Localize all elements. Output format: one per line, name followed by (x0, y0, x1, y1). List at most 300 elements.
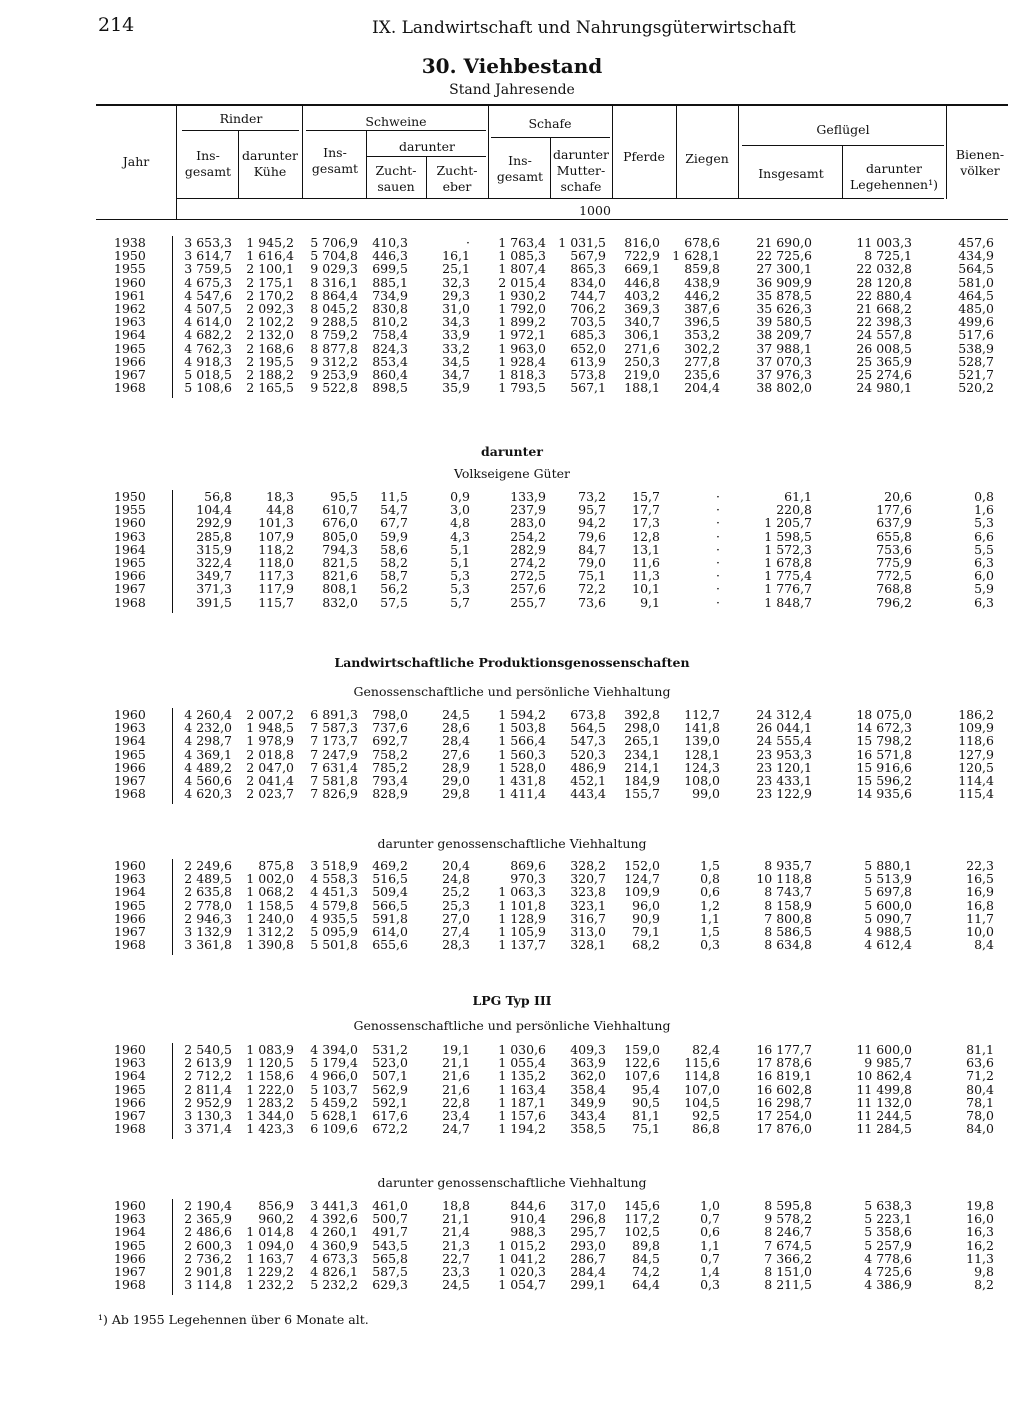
table-cell: 970,3 (510, 871, 546, 887)
table-cell: 0,8 (974, 489, 994, 504)
table-cell: 2 195,5 (246, 353, 294, 369)
table-cell: 2 901,8 (184, 1264, 232, 1279)
table-cell: 8 316,1 (310, 274, 358, 290)
section-title: LPG Typ III (472, 993, 552, 1008)
table-cell: 446,3 (372, 248, 408, 264)
table-cell: 38 802,0 (756, 380, 812, 396)
table-cell: 75,1 (632, 1121, 660, 1137)
table-cell: 33,2 (442, 340, 470, 356)
table-cell: 35 878,5 (756, 287, 812, 303)
table-cell: 2 486,6 (184, 1224, 232, 1240)
table-cell: 14 672,3 (856, 720, 912, 736)
table-cell: 5 108,6 (184, 380, 232, 396)
table-cell: 564,5 (570, 720, 606, 736)
table-cell: 299,1 (570, 1277, 606, 1293)
table-cell: 11 244,5 (856, 1108, 912, 1123)
table-cell: 2 165,5 (246, 380, 294, 396)
table-cell: 24 312,4 (756, 707, 812, 722)
table-cell: 16,0 (966, 1211, 994, 1227)
row-year: 1967 (114, 773, 146, 788)
table-cell: 89,8 (632, 1237, 660, 1253)
table-cell: 24,8 (442, 871, 470, 887)
table-cell: 699,5 (372, 261, 408, 277)
row-year: 1961 (114, 287, 146, 303)
table-cell: · (716, 541, 720, 557)
header-schweine-darunter: darunter (399, 139, 455, 154)
table-cell: 4 673,3 (310, 1250, 358, 1266)
row-year: 1963 (114, 314, 146, 330)
table-cell: 4 935,5 (310, 910, 358, 926)
table-cell: 617,6 (372, 1108, 408, 1123)
table-cell: 302,2 (684, 340, 720, 356)
table-cell: 0,9 (450, 489, 470, 504)
table-cell: 219,0 (624, 367, 660, 382)
row-year: 1965 (114, 555, 146, 570)
table-cell: 145,6 (624, 1198, 660, 1213)
table-cell: 4 451,3 (310, 884, 358, 900)
table-cell: 5 880,1 (864, 858, 912, 873)
table-cell: 5,3 (974, 515, 994, 531)
table-cell: 1 678,8 (764, 555, 812, 570)
table-cell: 4 725,6 (864, 1264, 912, 1279)
table-cell: 5 103,7 (310, 1081, 358, 1097)
row-year: 1955 (114, 502, 146, 518)
table-cell: 1 232,2 (246, 1277, 294, 1293)
table-cell: 9,1 (640, 594, 660, 610)
table-cell: 8 045,2 (310, 301, 358, 316)
table-cell: 5 501,8 (310, 937, 358, 953)
table-cell: 613,9 (570, 353, 606, 369)
table-cell: 28,9 (442, 759, 470, 775)
table-cell: 36 909,9 (756, 274, 812, 290)
table-cell: 139,0 (684, 733, 720, 749)
table-cell: 7 631,4 (310, 759, 358, 775)
table-cell: 0,3 (700, 937, 720, 953)
table-cell: 464,5 (958, 287, 994, 303)
table-cell: 250,3 (624, 353, 660, 369)
table-cell: 1 628,1 (672, 248, 720, 264)
table-cell: 112,7 (684, 707, 720, 722)
table-cell: 1,1 (700, 910, 720, 926)
table-cell: 115,6 (684, 1055, 720, 1071)
table-cell: 358,4 (570, 1081, 606, 1097)
table-cell: 910,4 (510, 1211, 546, 1227)
table-cell: 1 229,2 (246, 1264, 294, 1279)
table-cell: 26 044,1 (756, 720, 812, 736)
table-cell: 856,9 (258, 1198, 294, 1213)
table-cell: 1 945,2 (246, 235, 294, 250)
table-cell: 152,0 (624, 858, 660, 873)
row-year: 1968 (114, 1277, 146, 1293)
table-cell: 11 003,3 (856, 235, 912, 250)
table-cell: 4 394,0 (310, 1042, 358, 1057)
table-cell: 1 431,8 (498, 773, 546, 788)
table-cell: 122,6 (624, 1055, 660, 1071)
header-gefluegel-insgesamt: Insgesamt (758, 166, 824, 181)
table-cell: 2 015,4 (498, 274, 546, 290)
table-cell: 28,6 (442, 720, 470, 736)
table-cell: 56,2 (380, 581, 408, 597)
table-cell: 409,3 (570, 1042, 606, 1057)
table-cell: 3 371,4 (184, 1121, 232, 1137)
table-cell: 734,9 (372, 287, 408, 303)
table-cell: 844,6 (510, 1198, 546, 1213)
table-subtitle: Stand Jahresende (449, 82, 575, 98)
table-cell: 109,9 (624, 884, 660, 900)
header-bienen: Bienen- völker (955, 147, 1005, 178)
table-cell: 10,1 (632, 581, 660, 597)
table-cell: 391,5 (196, 594, 232, 610)
row-year: 1968 (114, 594, 146, 610)
table-cell: 286,7 (570, 1250, 606, 1266)
table-cell: 1 528,0 (498, 759, 546, 775)
table-cell: 28 120,8 (856, 274, 912, 290)
table-cell: 816,0 (624, 235, 660, 250)
table-cell: 7 826,9 (310, 786, 358, 802)
table-cell: 284,4 (570, 1264, 606, 1279)
table-cell: 1 094,0 (246, 1237, 294, 1253)
table-cell: 669,1 (624, 261, 660, 277)
table-cell: 17,3 (632, 515, 660, 531)
table-cell: 988,3 (510, 1224, 546, 1240)
table-cell: 117,9 (258, 581, 294, 597)
row-year: 1966 (114, 568, 146, 584)
header-schafe: Schafe (528, 116, 572, 131)
table-cell: 44,8 (266, 502, 294, 518)
table-cell: 2 712,2 (184, 1068, 232, 1084)
table-cell: · (466, 235, 470, 250)
table-cell: · (716, 555, 720, 570)
table-cell: 1 055,4 (498, 1055, 546, 1071)
table-cell: 306,1 (624, 327, 660, 343)
table-cell: 517,6 (958, 327, 994, 343)
table-cell: 1 899,2 (498, 314, 546, 330)
table-cell: 21,3 (442, 1237, 470, 1253)
table-cell: 5 358,6 (864, 1224, 912, 1240)
table-cell: 21,6 (442, 1068, 470, 1084)
table-cell: 869,6 (510, 858, 546, 873)
table-cell: 2 811,4 (184, 1081, 232, 1097)
table-cell: 753,6 (876, 541, 912, 557)
table-cell: 188,1 (624, 380, 660, 396)
table-cell: 11,3 (966, 1250, 994, 1266)
table-cell: 59,9 (380, 528, 408, 544)
table-cell: 17,7 (632, 502, 660, 518)
table-cell: 5 600,0 (864, 897, 912, 913)
table-cell: 1 560,3 (498, 746, 546, 762)
table-cell: 2 132,0 (246, 327, 294, 343)
section-subtitle: Genossenschaftliche und persönliche Viehhaltung (353, 684, 671, 699)
table-cell: 316,7 (570, 910, 606, 926)
table-cell: 672,2 (372, 1121, 408, 1137)
table-cell: 1 312,2 (246, 924, 294, 939)
table-cell: 2 736,2 (184, 1250, 232, 1266)
table-cell: 90,9 (632, 910, 660, 926)
table-cell: 4 918,3 (184, 353, 232, 369)
table-cell: 35,9 (442, 380, 470, 396)
table-cell: 573,8 (570, 367, 606, 382)
table-cell: 673,8 (570, 707, 606, 722)
table-cell: 343,4 (570, 1108, 606, 1123)
table-cell: 1 137,7 (498, 937, 546, 953)
table-cell: 655,6 (372, 937, 408, 953)
table-cell: 24,5 (442, 707, 470, 722)
table-cell: 5,9 (974, 581, 994, 597)
table-cell: 1 157,6 (498, 1108, 546, 1123)
row-year: 1965 (114, 746, 146, 762)
table-cell: 1 020,3 (498, 1264, 546, 1279)
table-cell: 26 008,5 (856, 340, 912, 356)
table-cell: 832,0 (322, 594, 358, 610)
row-year: 1968 (114, 786, 146, 802)
header-jahr: Jahr (122, 154, 150, 169)
running-header: IX. Landwirtschaft und Nahrungsgüterwirtschaft (372, 18, 796, 38)
table-cell: 860,4 (372, 367, 408, 382)
table-cell: 104,4 (196, 502, 232, 518)
table-cell: 7 674,5 (764, 1237, 812, 1253)
table-cell: 387,6 (684, 301, 720, 316)
table-cell: 1 222,0 (246, 1081, 294, 1097)
table-cell: 317,0 (570, 1198, 606, 1213)
table-cell: 31,0 (442, 301, 470, 316)
row-year: 1964 (114, 1068, 146, 1084)
table-cell: 117,2 (624, 1211, 660, 1227)
table-cell: 491,7 (372, 1224, 408, 1240)
table-cell: 39 580,5 (756, 314, 812, 330)
table-cell: 1 158,6 (246, 1068, 294, 1084)
table-cell: · (716, 568, 720, 584)
header-bottom-rule (96, 219, 1008, 220)
table-title: 30. Viehbestand (421, 54, 603, 78)
table-cell: 469,2 (372, 858, 408, 873)
table-cell: 292,9 (196, 515, 232, 531)
table-cell: 10 862,4 (856, 1068, 912, 1084)
table-cell: 4 489,2 (184, 759, 232, 775)
table-cell: 8 595,8 (764, 1198, 812, 1213)
table-cell: 8 725,1 (864, 248, 912, 264)
table-cell: 1,2 (700, 897, 720, 913)
table-cell: 8 586,5 (764, 924, 812, 939)
table-cell: 115,7 (258, 594, 294, 610)
table-cell: 8 211,5 (764, 1277, 812, 1293)
table-cell: 4 547,6 (184, 287, 232, 303)
table-cell: 523,0 (372, 1055, 408, 1071)
table-cell: 1 015,2 (498, 1237, 546, 1253)
table-cell: 79,0 (578, 555, 606, 570)
table-cell: 3 518,9 (310, 858, 358, 873)
table-cell: 2 613,9 (184, 1055, 232, 1071)
table-cell: 95,4 (632, 1081, 660, 1097)
header-zuchteber: Zucht- eber (436, 163, 478, 194)
header-schweine: Schweine (365, 114, 427, 129)
table-cell: 11 284,5 (856, 1121, 912, 1137)
table-cell: 452,1 (570, 773, 606, 788)
page-number: 214 (98, 14, 135, 36)
table-cell: 5 513,9 (864, 871, 912, 887)
table-cell: 22 880,4 (856, 287, 912, 303)
table-cell: 1 163,7 (246, 1250, 294, 1266)
table-cell: 614,0 (372, 924, 408, 939)
row-year: 1960 (114, 707, 146, 722)
table-cell: 652,0 (570, 340, 606, 356)
header-schweine-insgesamt: Ins- gesamt (311, 145, 359, 176)
footnote: ¹) Ab 1955 Legehennen über 6 Monate alt. (98, 1312, 369, 1327)
table-cell: 58,2 (380, 555, 408, 570)
table-cell: 461,0 (372, 1198, 408, 1213)
table-cell: 772,5 (876, 568, 912, 584)
table-cell: 285,8 (196, 528, 232, 544)
table-cell: 592,1 (372, 1094, 408, 1110)
table-cell: 358,5 (570, 1121, 606, 1137)
table-cell: 591,8 (372, 910, 408, 926)
table-cell: 3 114,8 (184, 1277, 232, 1293)
table-cell: 4 369,1 (184, 746, 232, 762)
table-cell: 21,1 (442, 1211, 470, 1227)
table-cell: 20,6 (884, 489, 912, 504)
row-year: 1967 (114, 1264, 146, 1279)
table-cell: 72,2 (578, 581, 606, 597)
header-rinder-kuehe: darunter Kühe (242, 148, 298, 179)
table-cell: 114,8 (684, 1068, 720, 1084)
table-cell: 57,5 (380, 594, 408, 610)
table-cell: 369,3 (624, 301, 660, 316)
table-cell: 2 188,2 (246, 367, 294, 382)
table-cell: 1 928,4 (498, 353, 546, 369)
table-cell: 1 205,7 (764, 515, 812, 531)
table-cell: 22,3 (966, 858, 994, 873)
row-year: 1964 (114, 884, 146, 900)
table-cell: · (716, 594, 720, 610)
header-top-rule (96, 104, 1008, 106)
table-cell: 898,5 (372, 380, 408, 396)
table-cell: 10,0 (966, 924, 994, 939)
table-cell: 21,6 (442, 1081, 470, 1097)
table-cell: 4 260,4 (184, 707, 232, 722)
table-cell: 2 249,6 (184, 858, 232, 873)
table-cell: 255,7 (510, 594, 546, 610)
table-cell: 2 041,4 (246, 773, 294, 788)
table-cell: 1 594,2 (498, 707, 546, 722)
table-cell: 24,5 (442, 1277, 470, 1293)
table-cell: 21,4 (442, 1224, 470, 1240)
table-cell: 23,3 (442, 1264, 470, 1279)
table-cell: 1 792,0 (498, 301, 546, 316)
row-year: 1964 (114, 541, 146, 557)
table-cell: 2 635,8 (184, 884, 232, 900)
table-cell: 9 578,2 (764, 1211, 812, 1227)
table-cell: 371,3 (196, 581, 232, 597)
table-cell: 1 818,3 (498, 367, 546, 382)
table-cell: 313,0 (570, 924, 606, 939)
table-cell: 520,3 (570, 746, 606, 762)
table-cell: 1 848,7 (764, 594, 812, 610)
table-cell: 58,6 (380, 541, 408, 557)
table-cell: 434,9 (958, 248, 994, 264)
table-cell: 1 163,4 (498, 1081, 546, 1097)
row-year: 1965 (114, 1081, 146, 1097)
row-year: 1966 (114, 353, 146, 369)
table-cell: 27,6 (442, 746, 470, 762)
table-cell: 6 109,6 (310, 1121, 358, 1137)
table-cell: 7 247,9 (310, 746, 358, 762)
table-cell: 90,5 (632, 1094, 660, 1110)
table-cell: 4 392,6 (310, 1211, 358, 1227)
table-cell: 8 151,0 (764, 1264, 812, 1279)
table-cell: 155,7 (624, 786, 660, 802)
table-cell: 1 411,4 (498, 786, 546, 802)
table-cell: 18,8 (442, 1198, 470, 1213)
table-cell: 24,7 (442, 1121, 470, 1137)
table-cell: 859,8 (684, 261, 720, 277)
table-cell: 11 499,8 (856, 1081, 912, 1097)
table-cell: 446,2 (684, 287, 720, 303)
header-ziegen: Ziegen (685, 151, 729, 166)
table-cell: 1 390,8 (246, 937, 294, 953)
row-year: 1960 (114, 274, 146, 290)
table-cell: 403,2 (624, 287, 660, 303)
table-cell: 7 366,2 (764, 1250, 812, 1266)
table-cell: 79,1 (632, 924, 660, 939)
table-cell: 64,4 (632, 1277, 660, 1293)
table-cell: 10 118,8 (756, 871, 812, 887)
table-cell: 821,6 (322, 568, 358, 584)
table-cell: 2 600,3 (184, 1237, 232, 1253)
table-cell: 392,8 (624, 707, 660, 722)
header-mutterschafe: darunter Mutter- schafe (553, 147, 609, 194)
table-cell: 27,0 (442, 910, 470, 926)
table-cell: 61,1 (784, 489, 812, 504)
table-cell: 1 598,5 (764, 528, 812, 544)
row-year: 1965 (114, 1237, 146, 1253)
table-cell: 7 587,3 (310, 720, 358, 736)
table-cell: 107,0 (684, 1081, 720, 1097)
table-cell: 1,4 (700, 1264, 720, 1279)
table-cell: 20,4 (442, 858, 470, 873)
table-cell: 8 158,9 (764, 897, 812, 913)
table-cell: 5 090,7 (864, 910, 912, 926)
table-cell: 96,0 (632, 897, 660, 913)
table-cell: 3 759,5 (184, 261, 232, 277)
table-cell: 23 120,1 (756, 759, 812, 775)
table-cell: 4 507,5 (184, 301, 232, 316)
table-cell: 8,4 (974, 937, 994, 953)
table-cell: 13,1 (632, 541, 660, 557)
table-cell: 758,2 (372, 746, 408, 762)
table-cell: 8 877,8 (310, 340, 358, 356)
section-subtitle: Genossenschaftliche und persönliche Viehhaltung (353, 1018, 671, 1033)
row-year: 1967 (114, 367, 146, 382)
table-cell: 82,4 (692, 1042, 720, 1057)
table-cell: 118,6 (958, 733, 994, 749)
table-cell: 1 775,4 (764, 568, 812, 584)
table-cell: 19,1 (442, 1042, 470, 1057)
table-cell: 3 361,8 (184, 937, 232, 953)
table-cell: 2 540,5 (184, 1042, 232, 1057)
table-cell: 5 095,9 (310, 924, 358, 939)
table-cell: 1 616,4 (246, 248, 294, 264)
table-cell: 5,1 (450, 541, 470, 557)
hdr-vline (738, 106, 739, 199)
table-cell: 1 776,7 (764, 581, 812, 597)
table-cell: 8,2 (974, 1277, 994, 1293)
row-year: 1963 (114, 720, 146, 736)
section-subtitle: Volkseigene Güter (453, 466, 571, 481)
table-cell: 4 675,3 (184, 274, 232, 290)
table-cell: 23 433,1 (756, 773, 812, 788)
table-cell: 1 068,2 (246, 884, 294, 900)
table-cell: 58,7 (380, 568, 408, 584)
table-cell: 21 668,2 (856, 301, 912, 316)
